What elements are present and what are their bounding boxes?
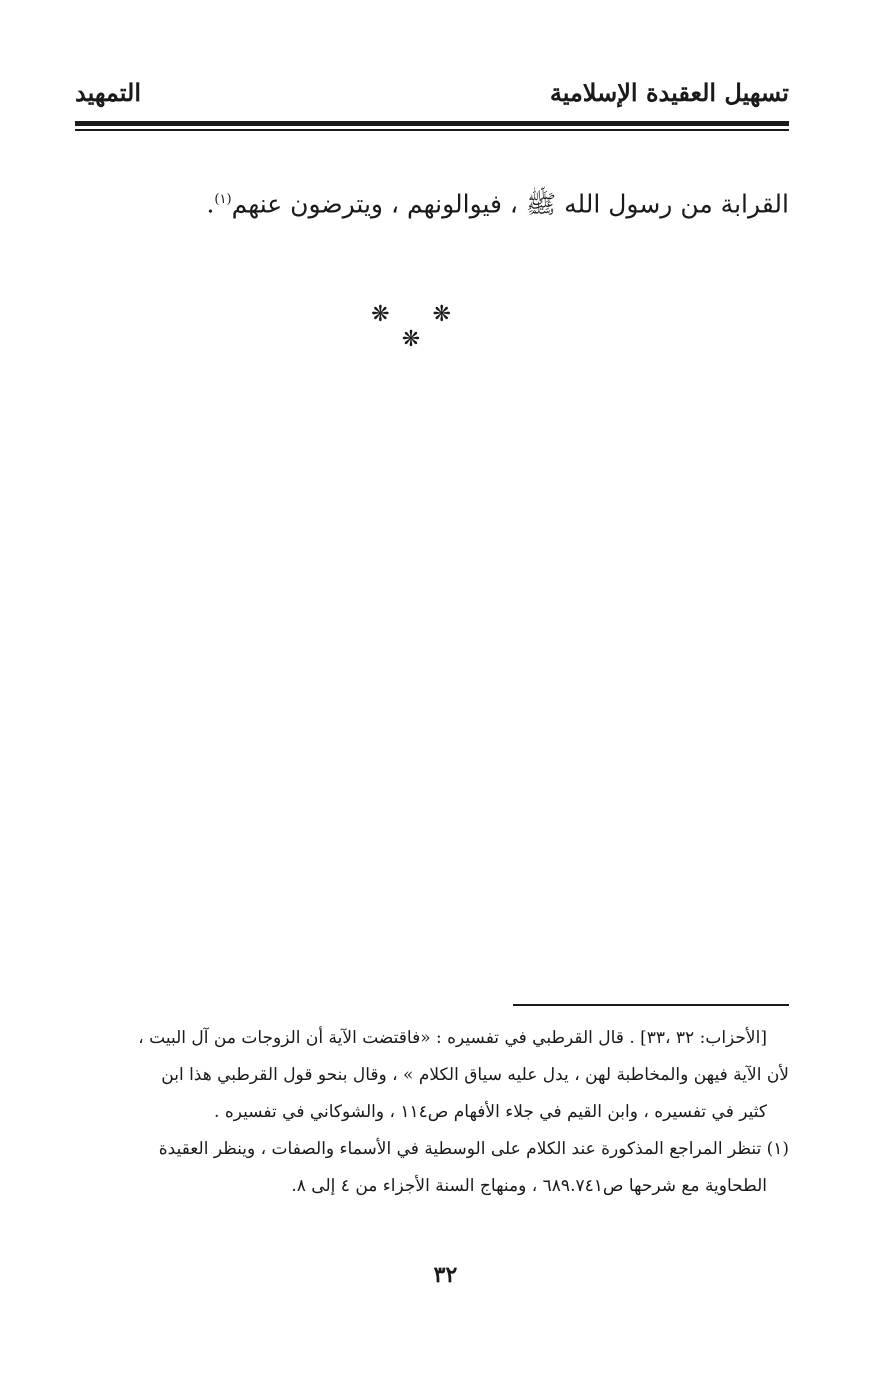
- body-paragraph: [169, 180, 789, 224]
- paragraph-end: .: [206, 189, 215, 219]
- footnote-line: كثير في تفسيره ، وابن القيم في جلاء الأفهام ص١١٤ ، والشوكاني في تفسيره .: [214, 1102, 767, 1122]
- footnote-line: (١) تنظر المراجع المذكورة عند الكلام على الوسطية في الأسماء والصفات ، وينظر العقيدة: [158, 1139, 789, 1159]
- header-rule-thin: [75, 129, 789, 131]
- footnote-reference[interactable]: (١): [214, 192, 232, 207]
- header-rule-thick: [75, 121, 789, 126]
- chapter-title: التمهيد: [75, 78, 141, 107]
- section-separator: ❋ ❋ ❋: [371, 302, 469, 352]
- paragraph-text: القرابة من رسول الله ﷺ ، فيوالونهم ، ويترضون عنهم: [231, 189, 789, 219]
- footnotes-block: [75, 1020, 789, 1205]
- footnote-line: لأن الآية فيهن والمخاطبة لهن ، يدل عليه سياق الكلام » ، وقال بنحو قول القرطبي هذا ابن: [161, 1065, 789, 1085]
- running-header: [75, 78, 789, 114]
- page-number: ٣٢: [433, 1262, 458, 1288]
- footnote-rule: [513, 1004, 789, 1006]
- footnote-line: الطحاوية مع شرحها ص٦٨٩.٧٤١ ، ومنهاج السنة الأجزاء من ٤ إلى ٨.: [291, 1176, 767, 1196]
- footnote-line: [الأحزاب: ٣٢ ،٣٣] . قال القرطبي في تفسيره : «فاقتضت الآية أن الزوجات من آل البيت ،: [138, 1028, 767, 1048]
- book-title: تسهيل العقيدة الإسلامية: [549, 78, 789, 107]
